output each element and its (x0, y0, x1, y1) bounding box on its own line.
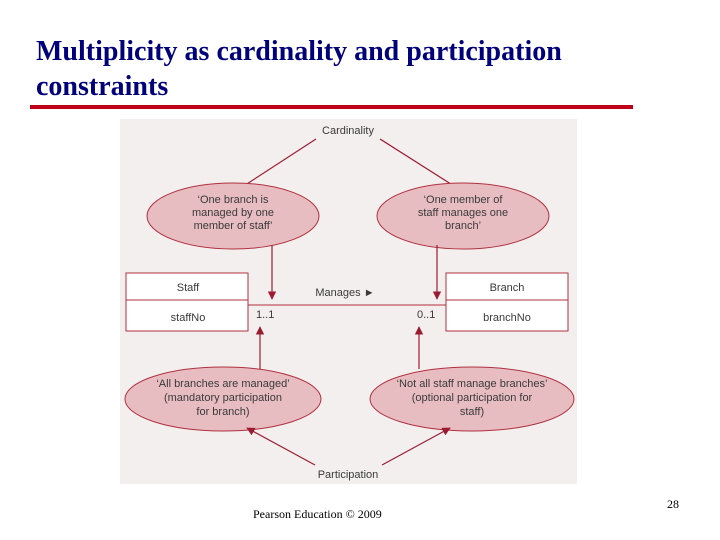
right-multiplicity: 0..1 (417, 309, 436, 321)
branch-entity (446, 273, 568, 331)
staff-entity (126, 273, 248, 331)
ellipse-text-line: ‘One member of (423, 194, 503, 206)
participation-label: Participation (317, 469, 379, 481)
staff-entity-attribute: staffNo (170, 312, 206, 324)
ellipse-text-line: staff manages one (417, 207, 509, 219)
ellipse-text-line: member of staff’ (193, 220, 273, 232)
cardinality-label: Cardinality (322, 125, 374, 137)
staff-entity-name: Staff (176, 282, 200, 294)
left-multiplicity: 1..1 (256, 309, 275, 321)
ellipse-text-line: branch’ (444, 220, 482, 232)
ellipse-text-line: (mandatory participation (163, 392, 283, 404)
ellipse-top-left (147, 183, 319, 249)
diagram-canvas (120, 119, 577, 484)
arrow-participation-right (382, 428, 450, 465)
ellipse-text-line: for branch) (196, 406, 250, 418)
multiplicity-diagram (120, 119, 577, 484)
ellipse-text-line: ‘Not all staff manage branches’ (396, 378, 548, 390)
ellipse-bottom-left (125, 367, 321, 431)
ellipse-text-line: (optional participation for (411, 392, 533, 404)
ellipse-text-line: ‘One branch is (197, 194, 269, 206)
ellipse-bottom-right (370, 367, 574, 431)
footer-copyright: Pearson Education © 2009 (253, 507, 382, 521)
branch-entity-name: Branch (489, 282, 525, 294)
page-number: 28 (667, 497, 679, 511)
ellipse-text-line: managed by one (192, 207, 274, 219)
title-underline (30, 105, 633, 109)
ellipse-top-right (377, 183, 549, 249)
arrow-participation-left (247, 428, 315, 465)
relationship-label: Manages ► (315, 287, 375, 299)
ellipse-text-line: ‘All branches are managed’ (156, 378, 290, 390)
branch-entity-attribute: branchNo (483, 312, 531, 324)
slide-title: Multiplicity as cardinality and participation constraints (36, 36, 562, 102)
ellipse-text-line: staff) (459, 406, 485, 418)
